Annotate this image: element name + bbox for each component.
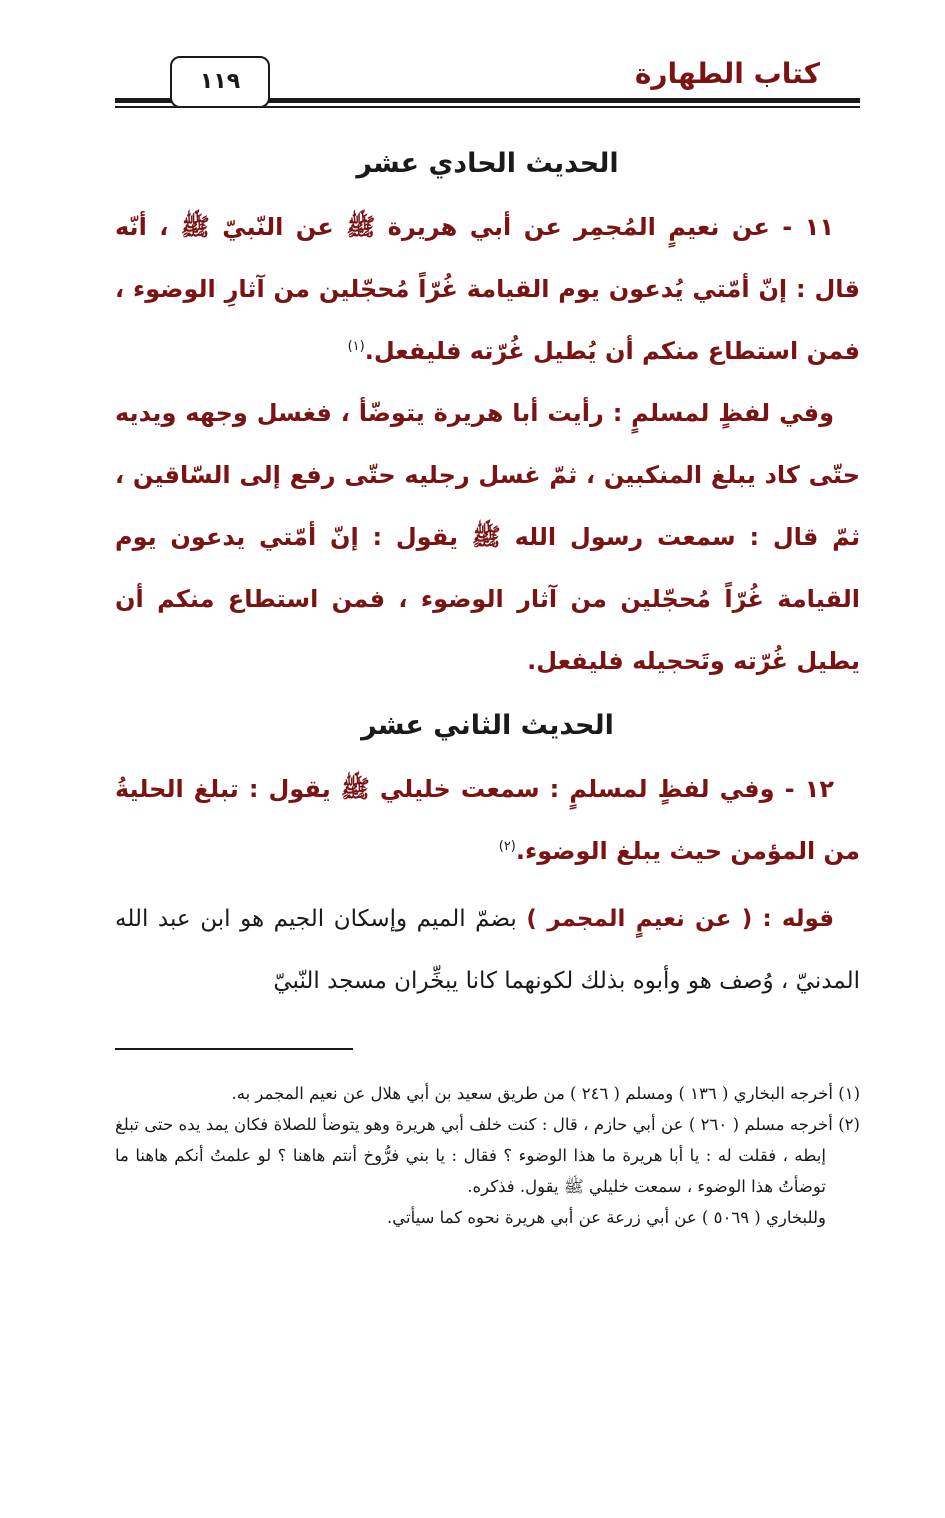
page-header: [115, 48, 860, 108]
footnote-marker-2[interactable]: (٢): [498, 839, 516, 854]
muslim-variant-body: وفي لفظٍ لمسلمٍ : رأيت أبا هريرة يتوضّأ ، فغسل وجهه ويديه حتّى كاد يبلغ المنكبين ، ثمّ غسل رجليه حتّى رفع إلى السّاقين ، ثمّ قال : سمعت رسول الله ﷺ يقول : إنّ أمّتي يدعون يوم القيامة غُرّاً مُحجّلين من آثار الوضوء ، فمن استطاع منكم أن يطيل غُرّته وتَحجيله فليفعل.: [115, 399, 860, 675]
book-page: [115, 0, 860, 1518]
commentary-lead: قوله : ( عن نعيمٍ المجمر ): [526, 906, 835, 932]
footnote-marker-1[interactable]: (١): [347, 339, 365, 354]
footnote-2-extra: وللبخاري ( ٥٠٦٩ ) عن أبي زرعة عن أبي هريرة نحوه كما سيأتي.: [387, 1208, 826, 1227]
footnote-1: (١) أخرجه البخاري ( ١٣٦ ) ومسلم ( ٢٤٦ ) من طريق سعيد بن أبي هلال عن نعيم المجمر به.: [231, 1084, 860, 1103]
hadith-11-heading: الحديث الحادي عشر: [356, 148, 619, 179]
footnote-2: (٢) أخرجه مسلم ( ٢٦٠ ) عن أبي حازم ، قال : كنت خلف أبي هريرة وهو يتوضأ للصلاة فكان يمد يده حتى تبلغ إبطه ، فقلت له : يا أبا هريرة ما هذا الوضوء ؟ فقال : يا بني فرُّوخ أنتم هاهنا ؟ لو علمتُ أنكم هاهنا ما توضأتُ هذا الوضوء ، سمعت خليلي ﷺ يقول. فذكره.: [115, 1115, 860, 1196]
footnotes: [115, 1078, 860, 1233]
hadith-12-body: ١٢ - وفي لفظٍ لمسلمٍ : سمعت خليلي ﷺ يقول : تبلغ الحليةُ من المؤمن حيث يبلغ الوضوء.: [115, 775, 860, 865]
commentary-body: بضمّ الميم وإسكان الجيم هو ابن عبد الله المدنيّ ، وُصف هو وأبوه بذلك لكونهما كانا يبخِّران مسجد النّبيّ: [115, 906, 860, 994]
page-number: ١١٩: [170, 56, 270, 108]
commentary-paragraph: [115, 888, 860, 1012]
footnote-separator: [115, 1048, 353, 1050]
hadith-12-heading: الحديث الثاني عشر: [361, 710, 614, 741]
hadith-11-text: [115, 196, 860, 382]
muslim-variant-text: [115, 382, 860, 692]
book-title: كتاب الطهارة: [634, 57, 820, 90]
hadith-11-body: ١١ - عن نعيمٍ المُجمِر عن أبي هريرة ﷺ عن النّبيّ ﷺ ، أنّه قال : إنّ أمّتي يُدعون يوم القيامة غُرّاً مُحجّلين من آثارِ الوضوء ، فمن استطاع منكم أن يُطيل غُرّته فليفعل.: [115, 213, 860, 365]
hadith-12-text: [115, 758, 860, 882]
